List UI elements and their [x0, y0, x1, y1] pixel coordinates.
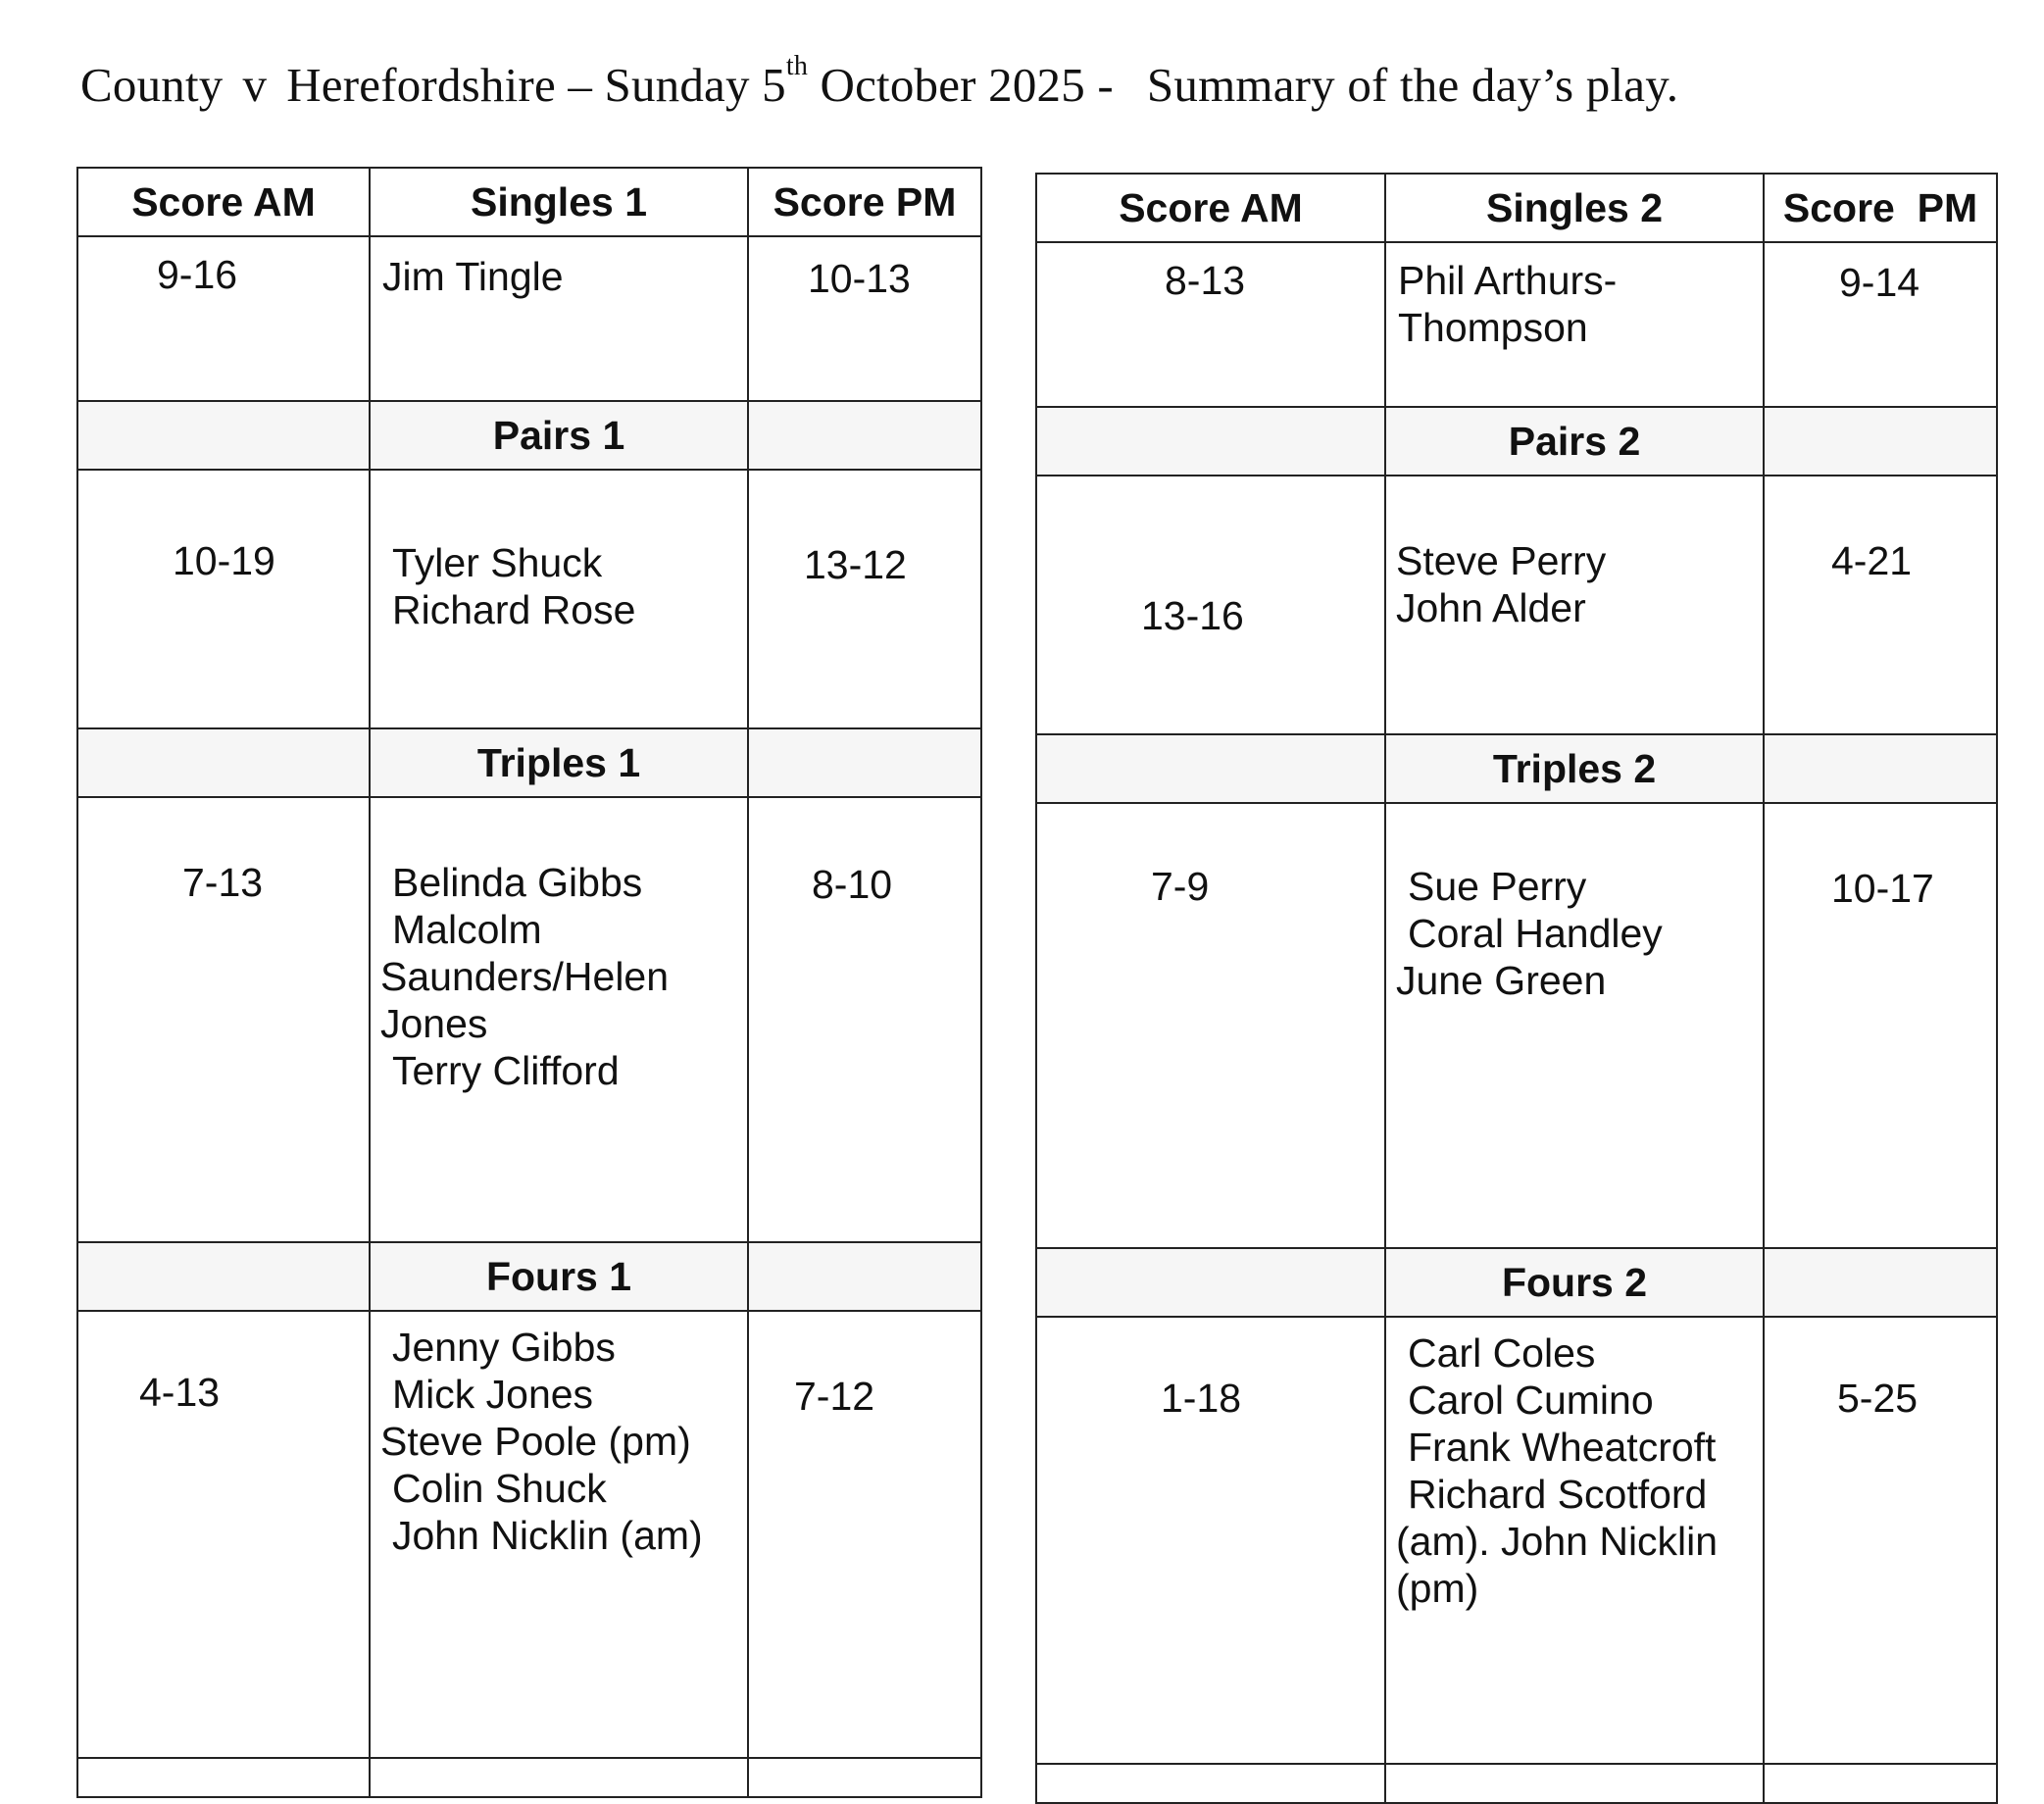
player-name: Richard Scotford	[1408, 1472, 1708, 1517]
singles-am-score: 8-13	[1036, 242, 1385, 407]
pairs-title: Pairs 1	[370, 401, 748, 470]
fours-row	[77, 1311, 981, 1758]
fours-title: Fours 1	[370, 1242, 748, 1311]
fours-players	[370, 1311, 748, 1758]
trailing-row	[77, 1758, 981, 1797]
player-name: June Green	[1396, 958, 1607, 1003]
pairs-title: Pairs 2	[1385, 407, 1764, 476]
title-superscript: th	[785, 51, 809, 81]
fours-players	[1385, 1317, 1764, 1764]
triples-am-score: 7-9	[1036, 803, 1385, 1248]
player-name: John Alder	[1396, 585, 1586, 630]
player-name: Terry Clifford	[392, 1048, 620, 1093]
triples-players	[370, 797, 748, 1242]
singles-row	[77, 236, 981, 401]
triples-players	[1385, 803, 1764, 1248]
fours-am-score: 4-13	[77, 1311, 370, 1758]
player-name: (pm)	[1396, 1566, 1479, 1611]
fours-title: Fours 2	[1385, 1248, 1764, 1317]
player-name: Tyler Shuck	[392, 540, 603, 585]
right-results-table	[1035, 173, 1998, 1804]
title-part-date: Herefordshire – Sunday 5	[286, 58, 786, 112]
singles-row	[1036, 242, 1997, 407]
pairs-section-row	[1036, 407, 1997, 476]
player-name: Colin Shuck	[392, 1466, 607, 1511]
triples-pm-score: 8-10	[748, 797, 981, 1242]
title-part-v: v	[242, 58, 268, 112]
header-score-am: Score AM	[1036, 174, 1385, 242]
title-part-county: County	[80, 58, 224, 112]
left-results-table	[76, 167, 982, 1798]
header-score-pm: Score PM	[1764, 174, 1997, 242]
fours-section-row	[1036, 1248, 1997, 1317]
title-part-summary: Summary of the day’s play.	[1146, 58, 1679, 112]
player-name: Belinda Gibbs	[392, 860, 643, 905]
player-name: Frank Wheatcroft	[1408, 1425, 1717, 1470]
pairs-row	[77, 470, 981, 728]
pairs-pm-score: 13-12	[748, 470, 981, 728]
player-name: Mick Jones	[392, 1372, 594, 1417]
fours-pm-score: 7-12	[748, 1311, 981, 1758]
player-name: Malcolm	[392, 907, 542, 952]
player-name: Steve Perry	[1396, 538, 1607, 583]
pairs-am-score: 10-19	[77, 470, 370, 728]
page-title	[80, 51, 1679, 113]
pairs-section-row	[77, 401, 981, 470]
trailing-row	[1036, 1764, 1997, 1803]
header-singles: Singles 2	[1385, 174, 1764, 242]
triples-row	[77, 797, 981, 1242]
player-name: Thompson	[1398, 305, 1588, 350]
player-name: (am). John Nicklin	[1396, 1519, 1719, 1564]
singles-players	[370, 236, 748, 401]
fours-am-score: 1-18	[1036, 1317, 1385, 1764]
triples-section-row	[77, 728, 981, 797]
pairs-pm-score: 4-21	[1764, 476, 1997, 734]
player-name: Carl Coles	[1408, 1330, 1596, 1376]
triples-section-row	[1036, 734, 1997, 803]
triples-title: Triples 1	[370, 728, 748, 797]
triples-pm-score: 10-17	[1764, 803, 1997, 1248]
header-singles: Singles 1	[370, 168, 748, 236]
player-name: Richard Rose	[392, 587, 636, 632]
singles-players	[1385, 242, 1764, 407]
player-name: Steve Poole (pm)	[380, 1419, 691, 1464]
player-name: Jim Tingle	[382, 254, 564, 299]
header-score-pm: Score PM	[748, 168, 981, 236]
table-header-row	[77, 168, 981, 236]
player-name: Carol Cumino	[1408, 1378, 1654, 1423]
singles-am-score: 9-16	[77, 236, 370, 401]
triples-title: Triples 2	[1385, 734, 1764, 803]
pairs-players	[370, 470, 748, 728]
player-name: Jenny Gibbs	[392, 1325, 616, 1370]
header-score-am: Score AM	[77, 168, 370, 236]
singles-pm-score: 10-13	[748, 236, 981, 401]
pairs-players	[1385, 476, 1764, 734]
fours-pm-score: 5-25	[1764, 1317, 1997, 1764]
fours-section-row	[77, 1242, 981, 1311]
singles-pm-score: 9-14	[1764, 242, 1997, 407]
player-name: Saunders/Helen	[380, 954, 670, 999]
player-name: Sue Perry	[1408, 864, 1587, 909]
table-header-row	[1036, 174, 1997, 242]
player-name: Phil Arthurs-	[1398, 258, 1618, 303]
player-name: John Nicklin (am)	[392, 1513, 703, 1558]
player-name: Coral Handley	[1408, 911, 1663, 956]
pairs-row	[1036, 476, 1997, 734]
fours-row	[1036, 1317, 1997, 1764]
title-part-month: October 2025 -	[820, 58, 1114, 112]
triples-am-score: 7-13	[77, 797, 370, 1242]
triples-row	[1036, 803, 1997, 1248]
player-name: Jones	[380, 1001, 488, 1046]
pairs-am-score: 13-16	[1036, 476, 1385, 734]
